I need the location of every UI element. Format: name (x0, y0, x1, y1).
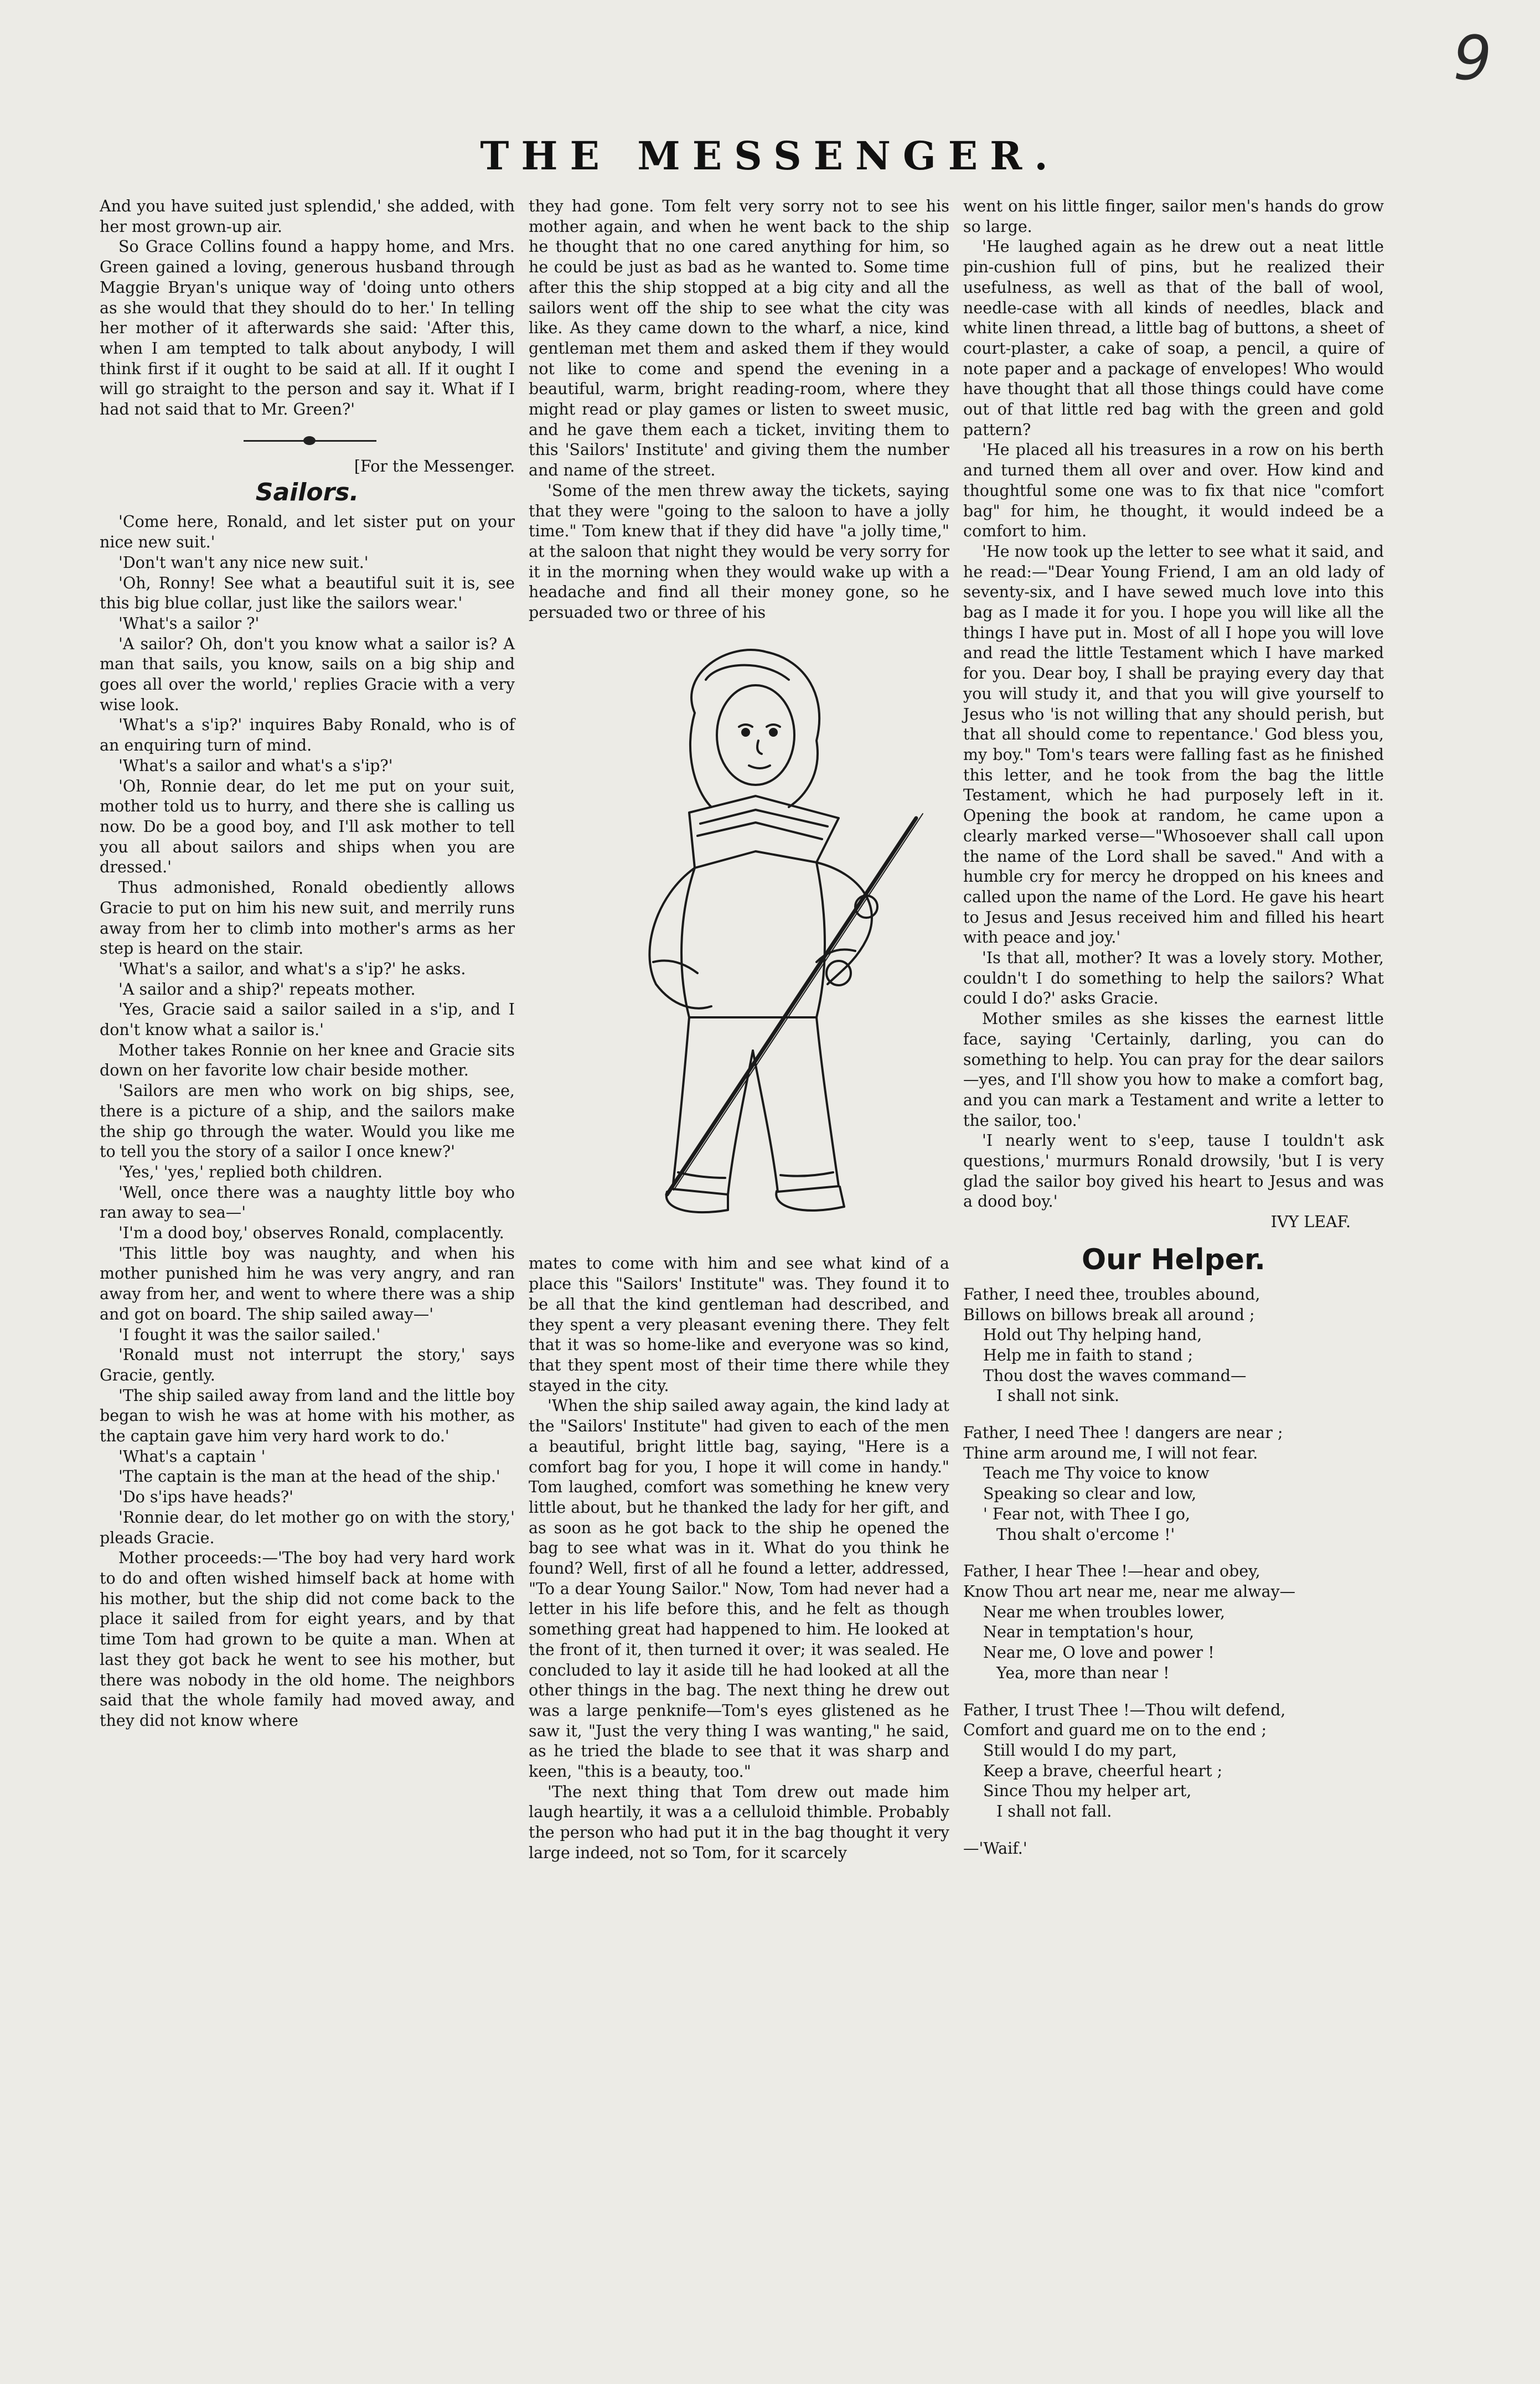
paragraph: 'When the ship sailed away again, the kind lady at the "Sailors' Institute" had given to each of the men a beautiful, bright little bag, saying, "Here is a comfort bag for you, I hope it will come in handy." Tom laughed, comfort was something he knew very little about, but he thanked the lady for her gift, and as soon as he got back to the ship he opened the bag to see what was in it. What do you think he found? Well, first of all he found a letter, addressed, "To a dear Young Sailor." Now, Tom had never had a letter in his life before this, and he felt as though something great had happened to him. He looked at the front of it, then turned it over; it was sealed. He concluded to lay it aside till he had looked at all the other things in the bag. The next thing he drew out was a large penknife—Tom's eyes glistened as he saw it, "Just the very thing I was wanting," he said, as he tried the blade to see that it was sharp and keen, "this is a beauty, too." (529, 1397, 949, 1781)
poem-stanza (963, 1700, 1384, 1822)
poem-line: Near me, O love and power ! (983, 1643, 1215, 1662)
story-signature: IVY LEAF. (1270, 1213, 1351, 1232)
poem-stanza (963, 1285, 1384, 1406)
paragraph: Mother smiles as she kisses the earnest little face, saying 'Certainly, darling, you can do something to help. You can pray for the dear sailors—yes, and I'll show you how to make a comfort bag, and you can mark a Testament and write a letter to the sailor, too.' (963, 1010, 1384, 1130)
intro-paragraph: And you have suited just splendid,' she added, with her most grown-up air. (100, 197, 515, 236)
sailor-boy-illustration (529, 630, 949, 1239)
paragraph: 'What's a s'ip?' inquires Baby Ronald, who is of an enquiring turn of mind. (100, 716, 515, 755)
intro-paragraph: So Grace Collins found a happy home, and Mrs. Green gained a loving, generous husband through Maggie Bryan's unique way of 'doing unto others as she would that they should do to her.' In telling her mother of it afterwards she said: 'After this, when I am tempted to talk about anybody, I will think first if it ought to be said at all. If it ought I will go straight to the person and say it. What if I had not said that to Mr. Green?' (100, 237, 515, 419)
section-divider (100, 426, 515, 457)
paragraph: 'A sailor and a ship?' repeats mother. (118, 980, 416, 999)
column-2 (529, 196, 949, 1864)
paragraph: 'What's a sailor and what's a s'ip?' (118, 756, 393, 775)
poem-title: Our Helper. (1081, 1243, 1266, 1276)
paragraph: 'Ronald must not interrupt the story,' says Gracie, gently. (100, 1346, 515, 1384)
poem-line: Thine arm around me, I will not fear. (963, 1444, 1258, 1462)
paragraph: 'Ronnie dear, do let mother go on with the story,' pleads Gracie. (100, 1508, 515, 1547)
poem-stanza (963, 1423, 1384, 1545)
paragraph: Mother takes Ronnie on her knee and Gracie sits down on her favorite low chair beside mother. (100, 1041, 515, 1080)
story-body-continued (529, 196, 949, 623)
paragraph: 'A sailor? Oh, don't you know what a sailor is? A man that sails, you know, sails on a big ship and goes all over the world,' replies Gracie with a very wise look. (100, 634, 515, 714)
poem-line: Thou dost the waves command— (983, 1366, 1247, 1385)
paragraph: 'Do s'ips have heads?' (118, 1488, 293, 1507)
paragraph: 'What's a sailor, and what's a s'ip?' he asks. (118, 959, 466, 978)
paragraph: Mother proceeds:—'The boy had very hard work to do and often wished himself back at home with his mother, but the ship did not come back to the place it sailed from for eight years, and by that time Tom had grown to be quite a man. When at last they got back he went to see his mother, but there was nobody in the old home. The neighbors said that the whole family had moved away, and they did not know where (100, 1549, 515, 1730)
paragraph: 'Some of the men threw away the tickets, saying that they were "going to the saloon to have a jolly time." Tom knew that if they did have "a jolly time," at the saloon that night they would be very sorry for it in the morning when they would wake up with a headache and find all their money gone, so he persuaded two or three of his (529, 481, 949, 622)
paragraph: 'The ship sailed away from land and the little boy began to wish he was at home with his mother, as the captain gave him very hard work to do.' (100, 1386, 515, 1446)
paragraph: they had gone. Tom felt very sorry not to see his mother again, and when he went back to the ship he thought that no one cared anything for him, so he could be just as bad as he wanted to. Some time after this the ship stopped at a big city and all the sailors went off the ship to see what the city was like. As they came down to the wharf, a nice, kind gentleman met them and asked them if they would not like to come and spend the evening in a beautiful, warm, bright reading-room, where they might read or play games or listen to sweet music, and he gave them each a ticket, inviting them to this 'Sailors' Institute' and giving them the number and name of the street. (529, 197, 949, 480)
poem-line: Help me in faith to stand ; (983, 1346, 1193, 1364)
poem-line: Teach me Thy voice to know (983, 1464, 1210, 1483)
poem-stanza (963, 1561, 1384, 1683)
paragraph: 'I'm a dood boy,' observes Ronald, complacently. (118, 1224, 504, 1243)
paragraph: 'Yes,' 'yes,' replied both children. (118, 1162, 383, 1181)
poem-line: I shall not fall. (996, 1802, 1112, 1821)
poem-line: Keep a brave, cheerful heart ; (983, 1761, 1223, 1780)
poem-line: Father, I need thee, troubles abound, (963, 1285, 1260, 1304)
poem-line: Still would I do my part, (983, 1741, 1177, 1760)
paragraph: went on his little finger, sailor men's hands do grow so large. (963, 197, 1384, 236)
paragraph: 'Oh, Ronny! See what a beautiful suit it is, see this big blue collar, just like the sailors wear.' (100, 573, 515, 613)
story-body (100, 512, 515, 1731)
paragraph: 'He placed all his treasures in a row on his berth and turned them all over and over. How kind and thoughtful some one was to fix that nice "comfort bag" for him, he thought, it would indeed be a comfort to him. (963, 441, 1384, 541)
paragraph: 'Well, once there was a naughty little boy who ran away to sea—' (100, 1183, 515, 1222)
paragraph: 'What's a captain ' (118, 1447, 266, 1466)
poem-line: Hold out Thy helping hand, (983, 1326, 1202, 1344)
poem-line: I shall not sink. (996, 1387, 1120, 1405)
paragraph: 'He now took up the letter to see what it said, and he read:—"Dear Young Friend, I am an old lady of seventy-six, and I have sewed much love into this bag as I made it for you. I hope you will like all the things I have put in. Most of all I hope you will love and read the little Testament which I have marked for you. Dear boy, I shall be praying every day that you will study it, and that you will give yourself to Jesus who 'is not willing that any should perish, but that all should come to repentance.' God bless you, my boy." Tom's tears were falling fast as he finished this letter, and he took from the bag the little Testament, which he had purposely left in it. Opening the book at random, he came upon a clearly marked verse—"Whosoever shall call upon the name of the Lord shall be saved." And with a humble cry for mercy he dropped on his knees and called upon the name of the Lord. He gave his heart to Jesus and Jesus received him and filled his heart with peace and joy.' (963, 542, 1384, 947)
paragraph: 'I fought it was the sailor sailed.' (118, 1325, 381, 1344)
poem-line: ' Fear not, with Thee I go, (983, 1504, 1191, 1523)
poem (963, 1285, 1384, 1822)
poem-line: Billows on billows break all around ; (963, 1305, 1255, 1324)
poem-line: Speaking so clear and low, (983, 1485, 1197, 1503)
paragraph: 'I nearly went to s'eep, tause I touldn't ask questions,' murmurs Ronald drowsily, 'but I is very glad the sailor boy gived his heart to Jesus and was a dood boy.' (963, 1131, 1384, 1211)
paragraph: 'This little boy was naughty, and when his mother punished him he was very angry, and ran away from her, and went to where there was a ship and got on board. The ship sailed away—' (100, 1244, 515, 1323)
poem-line: Yea, more than near ! (996, 1663, 1170, 1682)
column-1 (100, 196, 515, 1731)
paragraph: 'Oh, Ronnie dear, do let me put on your suit, mother told us to hurry, and there she is calling us now. Do be a good boy, and I'll ask mother to tell you all about sailors and ships when you are dressed.' (100, 777, 515, 877)
poem-line: Near me when troubles lower, (983, 1602, 1226, 1621)
poem-line: Father, I hear Thee !—hear and obey, (963, 1562, 1260, 1581)
paragraph: 'He laughed again as he drew out a neat little pin-cushion full of pins, but he realized their usefulness, as well as that of the ball of wool, needle-case with all kinds of needles, black and white linen thread, a little bag of buttons, a sheet of court-plaster, a cake of soap, a pencil, a quire of note paper and a package of envelopes! Who would have thought that all those things could have come out of that little red bag with the green and gold pattern? (963, 237, 1384, 439)
paragraph: mates to come with him and see what kind of a place this "Sailors' Institute" was. They found it to be all that the kind gentleman had described, and they spent a very pleasant evening there. They felt that it was so home-like and everyone was so kind, that they spent most of their time there while they stayed in the city. (529, 1254, 949, 1395)
paragraph: 'Is that all, mother? It was a lovely story. Mother, couldn't I do something to help the sailors? What could I do?' asks Gracie. (963, 949, 1384, 1008)
story-credit: [For the Messenger. (354, 457, 515, 475)
poem-line: Father, I need Thee ! dangers are near ; (963, 1424, 1283, 1442)
poem-line: Since Thou my helper art, (983, 1782, 1192, 1801)
paragraph: 'The captain is the man at the head of the ship.' (118, 1467, 500, 1486)
paragraph: 'The next thing that Tom drew out made him laugh heartily, it was a a celluloid thimble. Probably the person who had put it in the bag thought it very large indeed, not so Tom, for it scarcely (529, 1782, 949, 1862)
masthead-title: THE MESSENGER. (480, 133, 1060, 179)
page-number: 9 (1453, 23, 1492, 94)
poem-line: Comfort and guard me on to the end ; (963, 1721, 1267, 1740)
paragraph: 'Yes, Gracie said a sailor sailed in a s'ip, and I don't know what a sailor is.' (100, 1000, 515, 1040)
paragraph: 'Come here, Ronald, and let sister put on your nice new suit.' (100, 513, 515, 552)
paragraph: 'What's a sailor ?' (118, 614, 260, 633)
story-title: Sailors. (255, 478, 359, 507)
poem-credit: —'Waif.' (963, 1839, 1027, 1858)
column-3 (963, 196, 1384, 1859)
paragraph: 'Don't wan't any nice new suit.' (118, 553, 369, 572)
paragraph: 'Sailors are men who work on big ships, see, there is a picture of a ship, and the sailors make the ship go through the water. Would you like me to tell you the story of a sailor I once knew?' (100, 1082, 515, 1161)
poem-line: Know Thou art near me, near me alway— (963, 1583, 1296, 1601)
story-body-continued (963, 196, 1384, 1212)
story-body-continued (529, 1254, 949, 1863)
poem-line: Near in temptation's hour, (983, 1623, 1195, 1642)
poem-line: Thou shalt o'ercome !' (996, 1525, 1175, 1544)
poem-line: Father, I trust Thee !—Thou wilt defend, (963, 1700, 1286, 1719)
paragraph: Thus admonished, Ronald obediently allows Gracie to put on him his new suit, and merrily runs away from her to climb into mother's arms as her step is heard on the stair. (100, 878, 515, 958)
